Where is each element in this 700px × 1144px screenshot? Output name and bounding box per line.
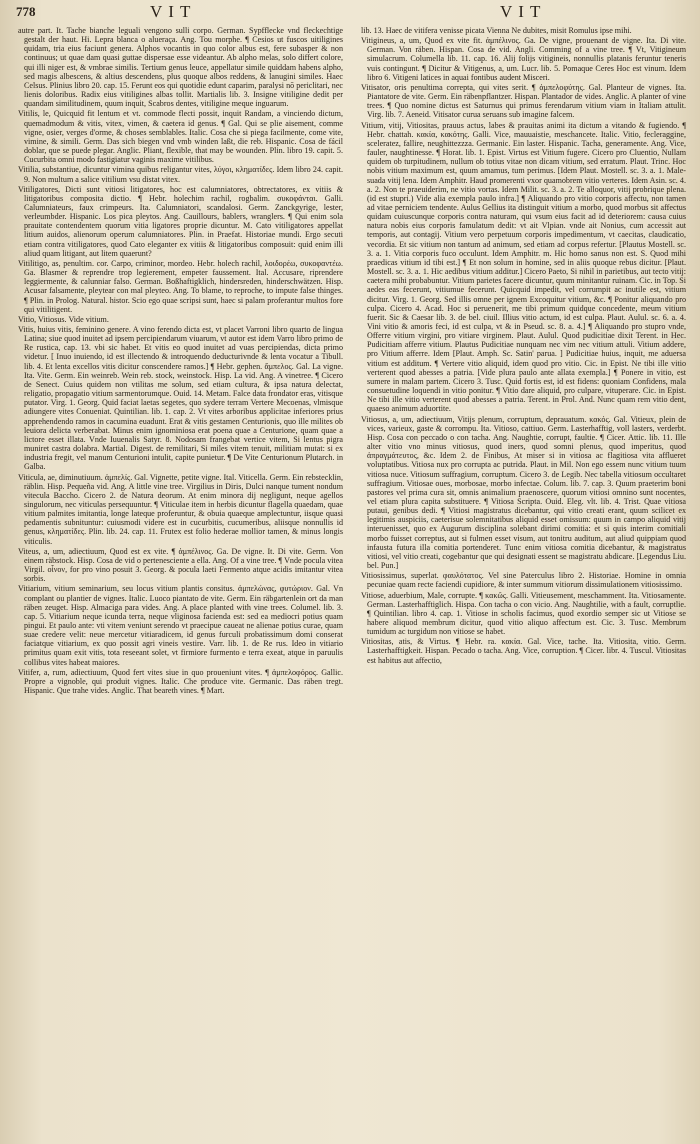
dictionary-entry: Vitiositas, atis, & Virtus. ¶ Hebr. ra. κακία. Gal. Vice, tache. Ita. Vitiosita, vitio. Germ. Lasterhafftigkeit. Hispan. Pecado o tacha. Ang. Vice, corruption. ¶ Cicer. libr. 4. Tuscul. Vitiositas est habitus aut affectio,	[361, 637, 686, 665]
dictionary-entry: Vitiarium, vitium seminarium, seu locus vitium plantis consitus. ἀμπελώνας, φυτώριον. Gal. Vn complant ou plantier de vignes. Italic. Luoco piantato de vite. Germ. Ein räbgartenlein ort da man räben zeuget. Hisp. Almaciga para vides. Ang. A place planted with vine trees. Columel. lib. 3. cap. 5. Vitiarium neque icunda terra, neque vliginosa facienda est: sed ea mediocri potius quam pingui. Et paulo ante: vti vitem veniunt serendo vt praecipue caueat ne alienae potius curae, quam suae credere velit: neue mercetur vitiaradicem, id genus furculi probatissimum domi conserat faciatque vitiarium, ex quo possit agri vineis vestire. Varr. lib. 1. de Re rus. Ideo in vitiario primitus quam exit vitis, tota reseeant solet, vt firmiore furmento e terra exeat, atque in paruulis collibus vites habeat maiores.	[18, 584, 343, 667]
running-head-right: VIT	[500, 2, 547, 21]
dictionary-entry: Vitium, vitij, Vitiositas, prauus actus, labes & prauitas animi ita dictum a vitando & fugiendo. ¶ Hebr. chattah. κακία, κακότης. Galli. Vice, mauuaistie, meschancete. Italic. Vitio, fecleraggine, sceleratez, fallire, neughittezzza. Germanic. Ein laster. Hispanic. Tacha, generamente. Ang. Vice, fauler, naughtinesse. ¶ Horat. lib. 1. Epist. Virtus est Vitium fugere. Cicero pro Cluentio, Nullam quidem ob turpitudinem, nullum ob totius vitae non dicam vitium, sed erratum. Plaut. Trinc. Hoc nobis vitium maximum est, quum amamus, tum perimus. [Idem Plaut. Mostell. sc. 3. a. 1. Male-suada vitij lena. Idem Amphitr. Haud promerenti vxor quamobrem vitio verteres. Idem Asin. sc. 4. a. 2. Non te praeuiderim, ne vitio vortas. Idem Milit. sc. 3. a. 2. Te alloquor, vitij probrique plena. (id est stupri.) Vide alia exempla paulo infra.] ¶ Aliquando pro vitio corporis affectu, non tamen ad vitae perniciem tendente. Aulus Gellius ita distinguit vitium a morbo, quod morbus sit affectus quidam cuiuscunque corporis contra naturam, qui vsum eius facit ad id deteriorem: causa cuius natura nobis eius corporis famulatum dedit: vt ait Vlpian. vnde ait Nonius, cum accessit aut temporis, aut contagij. Vitium vero perpetuum corporis impedimentum, vt caecitas, claudicatio, vecordia. Et sic vitium non tantum ad animum, sed etiam ad corpus refertur. [Plautus Mostell. sc. 3. a. 1. Vitia corporis fuco occulunt. Idem Amphitr. m. Hic homo sanus non est. S. Quod mihi praedicas vitium id tibi est.] ¶ Et non solum in homine, sed in aliis quoque rebus dicitur. [Plaut. Mostell. sc. 3. a. 1. Hic aedibus vitium additur.] Cicero Paeto, Si nihil in parietibus, aut tecto vitij: caetera mihi probabuntur. Vitium parietes facere dicuntur, quum minitantur ruinam. Cic. in Top. Si aedes eas fecerunt, vitiumue fecerunt. Quicquid impedit, vel corrumpit ac inutile est, vitium dicitur. Virg. 1. Georg. Sed illis omne per ignem Excoquitur vitium, &c. ¶ Ponitur aliquando pro culpa. Cicero 4. Acad. Hoc si peruenerit, me tibi primum quidque concedente, meum vitium fuerit. Sic & Caesar lib. 3. de bel. ciuil. Illius vitio actum, id est culpa. Plaut. Aulul. sc. 6. a. 4. Vini vitio & amoris feci, id est culpa, vt & in Pseud. sc. 8. a. 4.] ¶ Aliquando pro stupro vnde, Offerre vitium virgini, pro vitiare virginem. Plaut. Aulul. Quod pudicitiae dixit Terent. in Hec. Pudicitiam afferre vitium. Plautus Pudicitiae nunquam nec vim nec vitium attuli. Vitium addere, pro Vitium afferre. Idem [Plaut. Amph. Sc. Satin' parua. ] Pudicitiae huius, inquit, me aduersa vitium est additum. ¶ Vertere vitio aliquid, idem quod pro vitio. Cic. in Epist. Ne tibi ille vitio verterent quod abesses a patria. [Vide plura paulo ante allata exempla.] ¶ Ponere in vitio, est sumere in malam partem. Cicero 3. Tusc. Quid fortis est, id est fidens: quoniam Confidens, mala consuetudine loquendi in vitio ponitur. ¶ Vitio dare aliquid, pro culpare, vituperare. Cic. in Epist. Ne tibi ille vitio verterent quod abesses a patria. Terent. in Prol. And. Nunc quam rem vitio dent, quaeso animum aduortite.	[361, 120, 686, 414]
dictionary-entry: Vitigineus, a, um, Quod ex vite fit. ἀμπέλινος. Ga. De vigne, prouenant de vigne. Ita. Di vite. German. Von räben. Hispan. Cosa de vid. Angli. Comming of a vine tree. ¶ Vt, Vitigineum simulacrum. Columella lib. 11. cap. 16. Alij folijs vitigineis, nonnullis platanis feruntur teneris vuis contingunt. ¶ Dicitur & Vitigenus, a, um. Lucr. lib. 5. Pomaque Ceres Hoc est vinum. Idem libro 6. Vitigeni latices in aquai fontibus audent Misceri.	[361, 36, 686, 82]
dictionary-entry: Vitio, Vitiosus. Vide vitium.	[18, 314, 109, 324]
left-column	[18, 26, 343, 1136]
text-columns	[18, 26, 686, 1136]
dictionary-entry: Vitilia, substantiue, dicuntur vimina quibus religantur vites, λύγοι, κληματίδες. Idem libro 24. capit. 9. Non multum a salice vitilium vsu distat vitex.	[18, 165, 343, 184]
running-head-left: VIT	[150, 2, 197, 21]
dictionary-entry: Vitiosus, a, um, adiectiuum, Vitijs plenum, corruptum, deprauatum. κακός. Gal. Vitieux, plein de vices, varieux, gaste & corrompu. Ita. Vitioso, cattiuo. Germ. Lasterhafftig, voll lasters, verderbt. Hisp. Cosa con peccado o con tacha. Ang. Naughtie, corrupt, faultie. ¶ Cicer. Attic. lib. 11. Ille alter vitio vno minus vitiosus, quod iners, quod somni plenus, quod imperitus, quod ἀπραγμάτευτος, &c. Idem 2. de Finibus, At miser si in vitiosa ac flagitiosa vita afflueret voluptatibus. Vitiosa nux pro corrupta ac putrida. Plaut. in Mil. Non ego essem nunc vitium tuum vitiosa nuce. Vitiosum suffragium, corruptum. Cicero 3. de Legib. Nec tabella vitiosum occultaret suffragium. Vitiosae oues, morbosae, morbo infectae. Colum. lib. 7. cap. 3. Quum praeterim boni pastores vel prima cura sit, omnis animalium praenoscere, quorum vitiosi omnino sunt nocentes, vel etiam plura capita substituere. ¶ Vitiosa Scripta. Ouid. Eleg. vlt. lib. 4. Trist. Quae vitiosa putaui, genibus dedi. ¶ Vitiosi magistratus dicebantur, qui vitio creati erant, quum scilicet ex legitimis auspiciis, caeterisue solemnitatibus aliquid esset omissum: quum in campo aliquid vitij interuenisset, quo ex Augurum disciplina solebant dirimi comitia: et si quis interim comitiali morbo fuisset correptus, aut si fulmen esset visum, aut tonitru auditum, aut aliud quippiam quod infausta futura illa comitia portenderet. Tunc enim vitiosa comitia dicebantur, & magistratus vitiosi, vel vitio creati, cogebantur que qui designati essent se magistratu abdicare. [Legendus Liu. bel. Pun.]	[361, 414, 686, 571]
dictionary-entry: Vitiosissimus, superlat. φαυλότατος. Vel sine Paterculus libro 2. Historiae. Homine in omnia pecuniae quam recte faciendi cupidiore, & inter summum vitiorum dissimulationem vitiosissimo.	[361, 571, 686, 590]
dictionary-entry: Vitisator, oris penultima correpta, qui vites serit. ¶ ἀμπελοφύτης. Gal. Planteur de vignes. Ita. Piantatore de vite. Germ. Ein räbenpflantzer. Hispan. Plantador de vides. Anglic. A planter of vine trees. ¶ Quo nomine dictus est Saturnus qui primus ferendarum vitium viam in Italiam attulit. Virg. lib. 7. Aeneid. Vitisator curua seruans sub imagine falcem.	[361, 82, 686, 120]
dictionary-entry: Vitiose, aduerbium, Male, corrupte. ¶ κακῶς. Galli. Vitieusement, meschamment. Ita. Vitiosamente. German. Lasterhafftiglich. Hispa. Con tacha o con vicio. Ang. Naughtilie, with a fault, corruptlie. ¶ Quintilian. libro 4. cap. 1. Vitiose in scholis facimus, quod exordio semper sic ut Vitiose se habere aliquod membrum dicitur, quod vitio aliquo affectum est. Cic. 3. Tusc. Membrum tumidum ac turgidum non vitiose se habet.	[361, 590, 686, 637]
dictionary-entry: autre part. It. Tache bianche leguali vengono sulli corpo. German. Sypfflecke vnd fleckechtige gestalt der haut. Hi. Lepra blanca o alueraça. Ang. Tou morphe. ¶ Cesios ut fuscos uitiligines quidam, tria eius faciunt genera. Alphos vocantis in quo color albus est, fere subasper & non continuus; ut quae dam quasi guttae dispersae esse videantur. Ab alpho melas, solo differt colore, qui illi niger est, & vmbrae similis. Tertium genus leuce, appellatur simile quiddam habens alpho, sed magis albescens, & altius descendens, plus quoque albos reddens, & lanugini similes. Haec Celsus. Plinius libro 20. cap. 15. Ferunt eos qui quotidie edunt caparim, paralysi nō periclitari, nec lienis doloribus. Radix eius vitiligines albas tollit. Martialis lib. 3. Insigne vitiligine dedit per quandam similitudinem, quum inquit, Scabros dentes, vitiligine meque inguarum.	[18, 26, 343, 109]
dictionary-entry: lib. 13. Haec de vitifera venisse picata Vienna Ne dubites, misit Romulus ipse mihi.	[361, 26, 632, 35]
dictionary-entry: Vitis, huius vitis, feminino genere. A vino ferendo dicta est, vt placet Varroni libro quarto de lingua Latina; siue quod inuitet ad ipsem percipiendarum viuarum, vt autor est idem Varro libro primo de Re rustica, cap. 13. vbi sic habet. Et vitis eo quod inuitet ad vuas percipiendas, dicta primo videtur. [ Inuo inuiendo, id est illectendo & introquendo deducturivnde & lenta vocatur a Tibull. lib. 4. Et lenta excellos vitis dicitur conscendere ramos.] ¶ Hebr. gephen. ἄμπελος. Gal. La vigne. Ita. Vite. Germ. Ein weinreb. Wein reb. stock, weinstock. Hisp. La vid. Ang. A vinetree. ¶ Cicero de Senect. Cuius quidem non vtilitas me solum, sed etiam cultura, & ipsa natura delectat, religatio, propagatio vitium sarmentorumque. Ouid. 14. Metam. Falce data frondator eras, vitisque putator. Virg. 1. Georg. Quid faciat laetas segetes, quo sydere terram Vertere Mecoenas, vlmisque adiungere vites Conueniat. Quintilian. lib. 1. cap. 2. Vt vites arboribus applicitae inferiores prius apprehendendo ramos in cacumina euadunt. Erat & vitis gestamen Centurionis, quo ille milites ob leuiora delicta verberabat. Minus enim ignominiosa erat poena quae a Centurione, quam quae a lictore esset illata. Vnde Iuuenalis Satyr. 8. Nodosam frangebat vertice vitem, Si lentus pigra muniret castra dolabra. Martial. Digest. de remilitari, Si miles vitem tenuit, militiam mutat: si ex industria fregit, vel manum Centurioni intulit, capite punietur. ¶ De Vite Centurionum Plutarch. in Galba.	[18, 325, 343, 472]
dictionary-entry: Viticula, ae, diminutiuum. ἀμπελίς. Gal. Vignette, petite vigne. Ital. Viticella. Germ. Ein rebstecklin, räblin. Hisp. Pequeña vid. Ang. A little vine tree. Virgilius in Diris, Dulci nanque tument nondum vitecula Baccho. Cicero 2. de Natura deorum. At enim minora dij negligunt, neque agellos singulorum, nec viticulas persequuntur. ¶ Viticulae item in herbis dicuntur flagella quaedam, quae vitium palmites imitantia, longe lateque proferuntur, & obuia quaeque amplectuntur, iisque quasi pedamentis subnituntur: cuiusmodi videre est in cucurbitis, cucumeribus, aliisque nonnullis id genus, κληματίδες. Plin. lib. 24. cap. 11. Frutex est folio hederae mollior tamen, & minus longis viticulis.	[18, 472, 343, 546]
right-column	[361, 26, 686, 1136]
page-header	[0, 0, 700, 26]
dictionary-entry: Vitiligatores, Dicti sunt vitiosi litigatores, hoc est calumniatores, obtrectatores, ex vitiis & litigatoribus composita dictio. ¶ Hebr. holechim rachil, rogbalim. συκοφάνται. Galli. Calumniateurs, faux crimpeurs. Ita. Calumniatori, scandalosi. Germ. Zanckgyrige, lester, verleumbder. Hispanic. Los pica pleytos. Ang. Cauillours, bablers, wranglers. ¶ Qui enim sola prauitate contendentem quorum vitia ligatores proprie dicuntur. M. Cato vitiligatores appellat litium auidos, alienorum operum calumniatores. Plin. in Praefat. Historiae mundi. Ergo secuti etiam contra vitiligatores, quod Cato eleganter ex vitiis & litigatoribus composuit: quid enim illi aliud quam litigant, aut litem quaerunt?	[18, 184, 343, 258]
dictionary-entry: Viteus, a, um, adiectiuum, Quod est ex vite. ¶ ἀμπέλινος. Ga. De vigne. It. Di vite. Germ. Von einem räbstock. Hisp. Cosa de vid o pertenesciente a ella. Ang. Of a vine tree. ¶ Vnde pocula vitea Virgil. οἶνον, for pro vino posuit 3. Georg. & pocula laeti Fermento atque acidis imitantur vitea sorbis.	[18, 546, 343, 584]
dictionary-entry: Vitilitigo, as, penultim. cor. Carpo, criminor, mordeo. Hebr. holech rachil, λοιδορέω, συκοφαντέω. Ga. Blasmer & reprendre trop legierement, empeter faussement. Ital. Accusare, riprendere leggiermente, & calunniar falso. German. Boßhaftigklich, hindersreden, hinderschwätzen. Hisp. Acusar falsamente, pleytear con mal pleyteo. Ang. To blame, to reproche, to impute false thinges. ¶ Plin. in Prolog. Natural. histor. Scio ego quae scripsi sunt, haec si palam proferantur multos fore qui vitilitigent.	[18, 258, 343, 314]
dictionary-entry: Vitilis, le, Quicquid fit lentum et vt. commode flecti possit, inquit Randam, a vinciendo dictum, quemadmodum & vitis, vitex, vimen, & caetera id genus. ¶ Gal. Qui se plie aisement, comme vigne, osier, verges d'orme, & choses semblables. Italic. Cosa che si piega facilmente, come vite, vimine, & simili. Germ. Das sich biegen vnd vmb winden laßt, die reb. Hispanic. Cosa de fácil doblar, que se puede plegar. Anglic. Pliant, flexible, that may be wounden. Plin. libro 19. capit. 5. Cucurbita omni modo fastigiatur vaginis maxime vitilibus.	[18, 109, 343, 165]
dictionary-entry: Vitifer, a, rum, adiectiuum, Quod fert vites siue in quo proueniunt vites. ¶ ἀμπελοφόρος. Gallic. Propre a vignoble, qui produit vignes. Italic. Che produce vite. Germanic. Das räben tregt. Hispanic. Que trahe vides. Anglic. That beareth vines. ¶ Mart.	[18, 667, 343, 696]
page-number: 778	[16, 4, 36, 19]
